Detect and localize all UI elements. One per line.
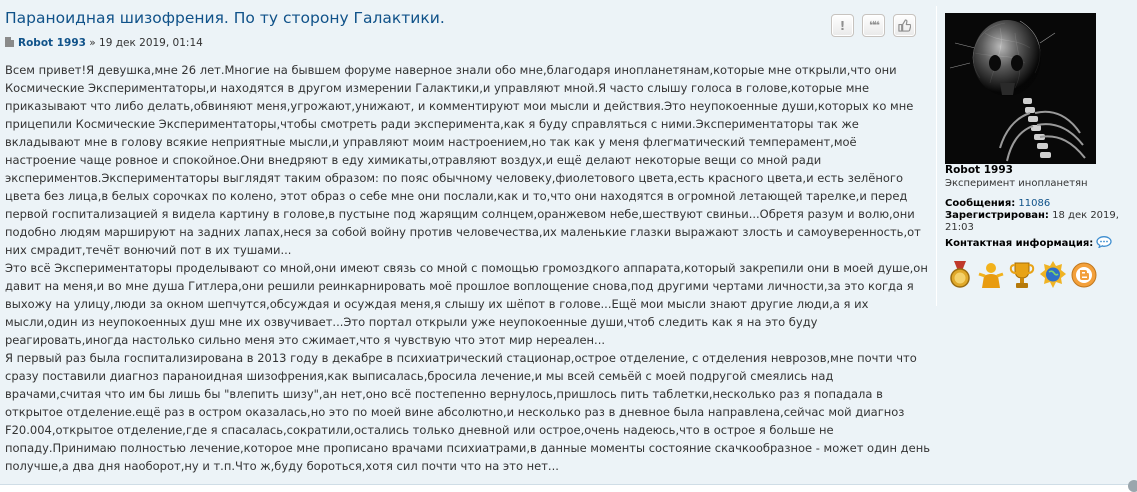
content-line: Космические Экспериментаторы,и находятся в другом измерении Галактики,и управляют мной.Я часто слышу голоса в голове,которые мне: [5, 81, 870, 95]
report-button[interactable]: [831, 14, 854, 37]
content-line: получше,а два дня наоборот,ну и т.п.Что ж,буду бороться,хотя сил почти что на это нет...: [5, 459, 559, 473]
report-icon: !: [839, 18, 846, 33]
registered-label: Зарегистрирован:: [945, 210, 1049, 221]
profile-registered-time: [945, 221, 974, 234]
scroll-indicator[interactable]: [1128, 480, 1137, 492]
content-line: прицепили Космические Экспериментаторы,чтобы смотреть ради эксперимента,как я буду справляться с ними.Экспериментаторы так же: [5, 117, 859, 131]
medal-icon[interactable]: [946, 260, 974, 290]
quote-button[interactable]: [862, 14, 885, 37]
post-profile: [936, 6, 1137, 306]
content-line: Всем привет!Я девушка,мне 26 лет.Многие на бывшем форуме наверное знали обо мне,благодаря инопланетянам,которые мне открыли,что они: [5, 63, 897, 77]
post-author-link[interactable]: Robot 1993: [18, 37, 86, 49]
content-line: врачами,считая что им бы лишь бы "влепить шизу",ан нет,оно всё постепенно вернулось,пришлось пить таблетки,несколько раз я попадала в: [5, 387, 883, 401]
content-line: Это всё Экспериментаторы проделывают со мной,они имеют связь со мной с помощью громоздкого аппарата,который закрепили они в моей душе,он: [5, 261, 928, 275]
content-line: F20.004,открытое отделение,где я спасалась,сократили,остались только дневной или острое,очень надеюсь,что в острое я больше не: [5, 423, 834, 437]
thumbs-up-icon: [898, 19, 911, 32]
like-button[interactable]: [893, 14, 916, 37]
content-line: попаду.Принимаю полностью лечение,которое мне прописано врачами психиатрами,в данные моменты состояние скачкообразное - может один день: [5, 441, 931, 455]
author-separator: »: [85, 37, 100, 49]
post-title[interactable]: Параноидная шизофрения. По ту сторону Галактики.: [5, 9, 445, 27]
post-content: [5, 61, 931, 475]
content-line: вкладывают мне в голову всякие неприятные мысли,и управляют моим настроением,но так как у меня флегматический темперамент,моё: [5, 135, 857, 149]
profile-contact: [945, 236, 1112, 250]
post-author-line: [5, 36, 923, 50]
registered-time: 21:03: [945, 222, 974, 233]
content-line: Я первый раз была госпитализирована в 2013 году в декабре в психиатрический стационар,острое отделение, с отделения неврозов,мне почти что: [5, 351, 917, 365]
posts-label: Сообщения:: [945, 198, 1016, 209]
posts-count-link[interactable]: 11086: [1018, 198, 1051, 209]
post-icon[interactable]: [5, 37, 14, 47]
contact-label: Контактная информация:: [945, 238, 1094, 249]
quote-icon: ❝❝: [869, 19, 878, 32]
award-person-icon[interactable]: [977, 260, 1005, 290]
content-line: реагировать,иногда настолько сильно меня это сжимает,что я чувствую что этот мир нереален...: [5, 333, 606, 347]
content-line: выхожу на улицу,люди за окном шепчутся,обсуждая и осуждая меня,я слышу их шёпот в голове...Ещё мои мысли знают другие люди,а я их: [5, 297, 869, 311]
profile-username[interactable]: Robot 1993: [945, 164, 1013, 176]
contact-chat-icon[interactable]: [1096, 236, 1112, 248]
registered-date: 18 дек 2019,: [1052, 210, 1119, 221]
content-line: экспериментов.Экспериментаторы выглядят таким образом: по пояс обычному человеку,фиолетового цвета,есть красного цвета,и есть зелёного: [5, 171, 903, 185]
trophy-icon[interactable]: [1008, 260, 1036, 290]
post-body: [5, 8, 931, 475]
content-line: давит на меня,и во мне душа Гитлера,они решили реинкарнировать моё прошлое воплощение снова,под другими чертами личности,за это когда я: [5, 279, 914, 293]
content-line: первой госпитализацией я видела картину в голове,в пустыне под жарящим солнцем,оранжевом небе,шествуют свиньи...Обретя разум и волю,они: [5, 207, 915, 221]
avatar[interactable]: [945, 13, 1096, 164]
content-line: цвета без лица,в белых сорочках по колено, этот образ о себе мне они послали,как и то,что они находятся в огромной летающей тарелке,и перед: [5, 189, 908, 203]
post-date: 19 дек 2019, 01:14: [99, 37, 203, 49]
content-line: открытое отделение.ещё раз в остром оказалась,но это по моей вине абсолютно,и несколько раз в дневное была направлена,сейчас мой диагноз: [5, 405, 905, 419]
globe-badge-icon[interactable]: [1039, 260, 1067, 290]
content-line: приказывают что либо делать,обвиняют меня,угрожают,унижают, и комментируют мои мысли и действия.Это неупокоенные души,которых ко мне: [5, 99, 914, 113]
skeleton-avatar-image: [945, 13, 1096, 164]
content-line: мысли,один из неупокоенных душ мне их озвучивает...Это портал открыли уже неупокоенные души,чтоб следить как я на это буду: [5, 315, 818, 329]
content-line: сразу поставили диагноз параноидная шизофрения,как выписалась,бросила лечение,и мы всей семьёй с моей подругой смеялись над: [5, 369, 834, 383]
blogger-icon[interactable]: [1070, 260, 1098, 290]
content-line: настроение чаще ровное и спокойное.Они внедряют в еду химикаты,отравляют воздух,и ещё делают некоторые вещи со мной ради: [5, 153, 822, 167]
content-line: них смрадит,течёт вонючий пот в их тушами...: [5, 243, 292, 257]
content-line: подобно людям маршируют на задних лапах,неся за собой войну против человечества,их маленькие глазки выражают злость и самоуверенность,от: [5, 225, 921, 239]
profile-rank: Эксперимент инопланетян: [945, 178, 1088, 189]
